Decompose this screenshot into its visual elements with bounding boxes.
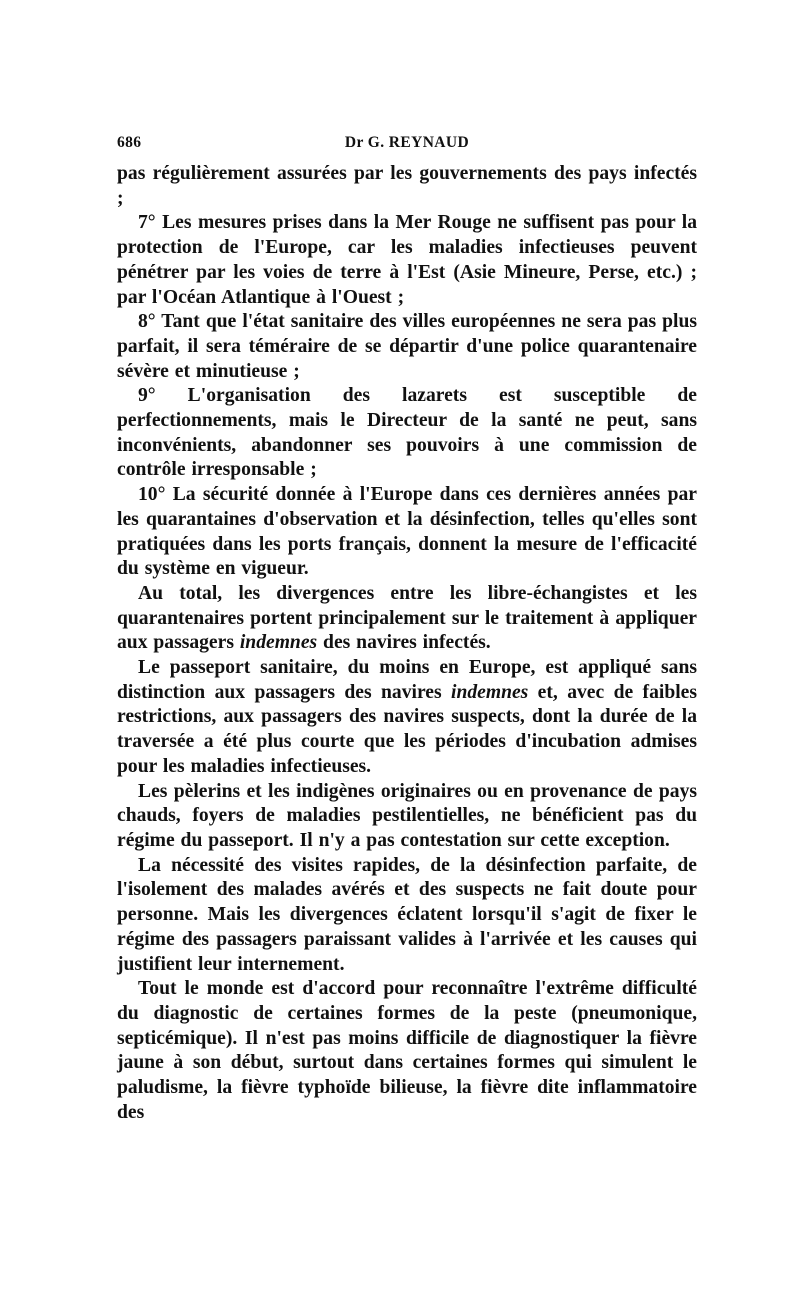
italic-term: indemnes [451, 681, 529, 703]
paragraph-au-total: Au total, les divergences entre les libre-échangistes et les quarantenaires portent principalement sur le traitement à appliquer aux passagers indemnes des navires infectés. [117, 582, 697, 654]
book-page [117, 134, 697, 1125]
running-title: Dr G. REYNAUD [344, 134, 470, 151]
paragraph-passeport-sanitaire: Le passeport sanitaire, du moins en Europe, est appliqué sans distinction aux passagers des navires indemnes et, avec de faibles restrictions, aux passagers des navires suspects, dont la durée de la traversée a été plus courte que les périodes d'incubation admises pour les maladies infectieuses. [117, 657, 697, 777]
running-head [117, 134, 697, 158]
paragraph-diagnostic: Tout le monde est d'accord pour reconnaître l'extrême difficulté du diagnostic de certaines formes de la peste (pneumonique, septicémique). Il n'est pas moins difficile de diagnostiquer la fièvre jaune à son début, surtout dans certaines formes qui simulent le paludisme, la fièvre typhoïde bilieuse, la fièvre dite inflammatoire des [117, 978, 697, 1123]
paragraph-pelerins: Les pèlerins et les indigènes originaires ou en provenance de pays chauds, foyers de maladies pestilentielles, ne bénéficient pas du régime du passeport. Il n'y a pas contestation sur cette exception. [117, 780, 697, 851]
paragraph-point-9: 9° L'organisation des lazarets est susceptible de perfectionnements, mais le Directeur de la santé ne peut, sans inconvénients, abandonner ses pouvoirs à une commission de contrôle irresponsable ; [117, 385, 697, 481]
paragraph-continuation: pas régulièrement assurées par les gouvernements des pays infectés ; [117, 163, 697, 209]
paragraph-point-10: 10° La sécurité donnée à l'Europe dans ces dernières années par les quarantaines d'observation et la désinfection, telles qu'elles sont pratiquées dans les ports français, donnent la mesure de l'efficacité du système en vigueur. [117, 484, 697, 580]
italic-term: indemnes [239, 632, 318, 654]
body-text [117, 162, 697, 1125]
paragraph-point-7: 7° Les mesures prises dans la Mer Rouge ne suffisent pas pour la protection de l'Europe, car les maladies infectieuses peuvent pénétrer par les voies de terre à l'Est (Asie Mineure, Perse, etc.) ; par l'Océan Atlantique à l'Ouest ; [117, 212, 697, 308]
page-number: 686 [117, 134, 142, 151]
paragraph-necessite: La nécessité des visites rapides, de la désinfection parfaite, de l'isolement des malades avérés et des suspects ne fait doute pour personne. Mais les divergences éclatent lorsqu'il s'agit de fixer le régime des passagers paraissant valides à l'arrivée et les causes qui justifient leur internement. [117, 854, 697, 975]
paragraph-point-8: 8° Tant que l'état sanitaire des villes européennes ne sera pas plus parfait, il sera téméraire de se départir d'une police quarantenaire sévère et minutieuse ; [117, 311, 697, 382]
